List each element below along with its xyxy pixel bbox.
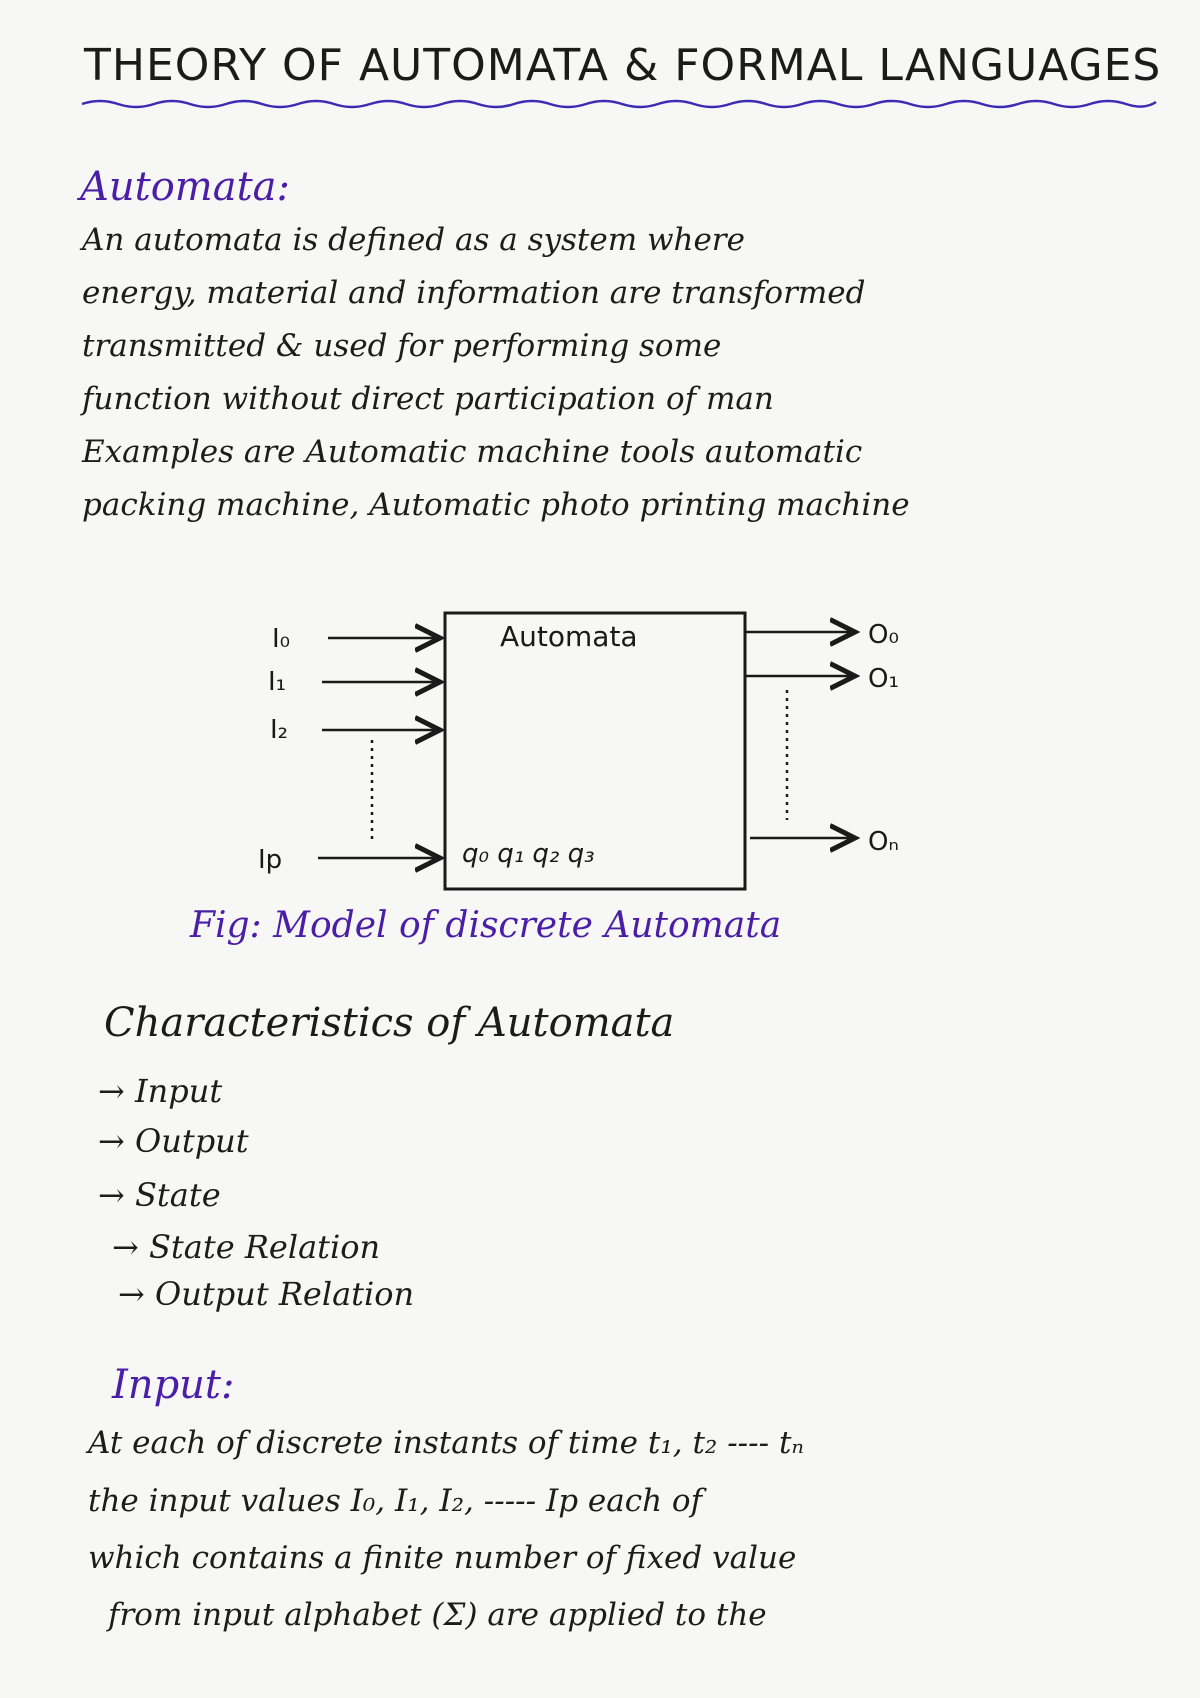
input-line-1: At each of discrete instants of time t₁, t₂ ---- tₙ bbox=[88, 1425, 804, 1461]
title-underline bbox=[80, 96, 1160, 110]
figure-caption: Fig: Model of discrete Automata bbox=[190, 905, 782, 946]
automata-model-diagram bbox=[0, 590, 1200, 900]
input-line-3: which contains a finite number of fixed value bbox=[88, 1540, 797, 1576]
characteristic-output: → Output bbox=[98, 1122, 249, 1160]
output-label-o1: O₁ bbox=[868, 664, 899, 694]
characteristic-state: → State bbox=[98, 1176, 221, 1214]
automata-line-2: energy, material and information are transformed bbox=[82, 275, 866, 311]
input-line-2: the input values I₀, I₁, I₂, ----- Ip each of bbox=[88, 1483, 703, 1519]
page-title: THEORY OF AUTOMATA & FORMAL LANGUAGES bbox=[84, 40, 1162, 91]
automata-heading: Automata: bbox=[80, 164, 290, 210]
input-heading: Input: bbox=[112, 1362, 235, 1408]
automata-line-1: An automata is defined as a system where bbox=[82, 222, 745, 258]
output-label-o0: O₀ bbox=[868, 620, 899, 650]
input-label-i1: I₁ bbox=[268, 667, 287, 697]
characteristics-heading: Characteristics of Automata bbox=[104, 1000, 675, 1046]
output-label-on: Oₙ bbox=[868, 827, 899, 857]
characteristic-output-relation: → Output Relation bbox=[118, 1275, 415, 1313]
characteristic-input: → Input bbox=[98, 1072, 223, 1110]
automata-line-4: function without direct participation of man bbox=[82, 381, 774, 417]
automata-line-5: Examples are Automatic machine tools automatic bbox=[82, 434, 863, 470]
input-label-ip: Ip bbox=[258, 845, 283, 875]
input-label-i0: I₀ bbox=[272, 624, 291, 654]
input-line-4: from input alphabet (Σ) are applied to the bbox=[108, 1597, 767, 1633]
automata-line-6: packing machine, Automatic photo printing machine bbox=[82, 487, 910, 523]
characteristic-state-relation: → State Relation bbox=[112, 1228, 381, 1266]
input-label-i2: I₂ bbox=[270, 715, 289, 745]
automata-line-3: transmitted & used for performing some bbox=[82, 328, 722, 364]
state-list: q₀ q₁ q₂ q₃ bbox=[462, 839, 595, 869]
automata-box-label: Automata bbox=[500, 620, 638, 653]
